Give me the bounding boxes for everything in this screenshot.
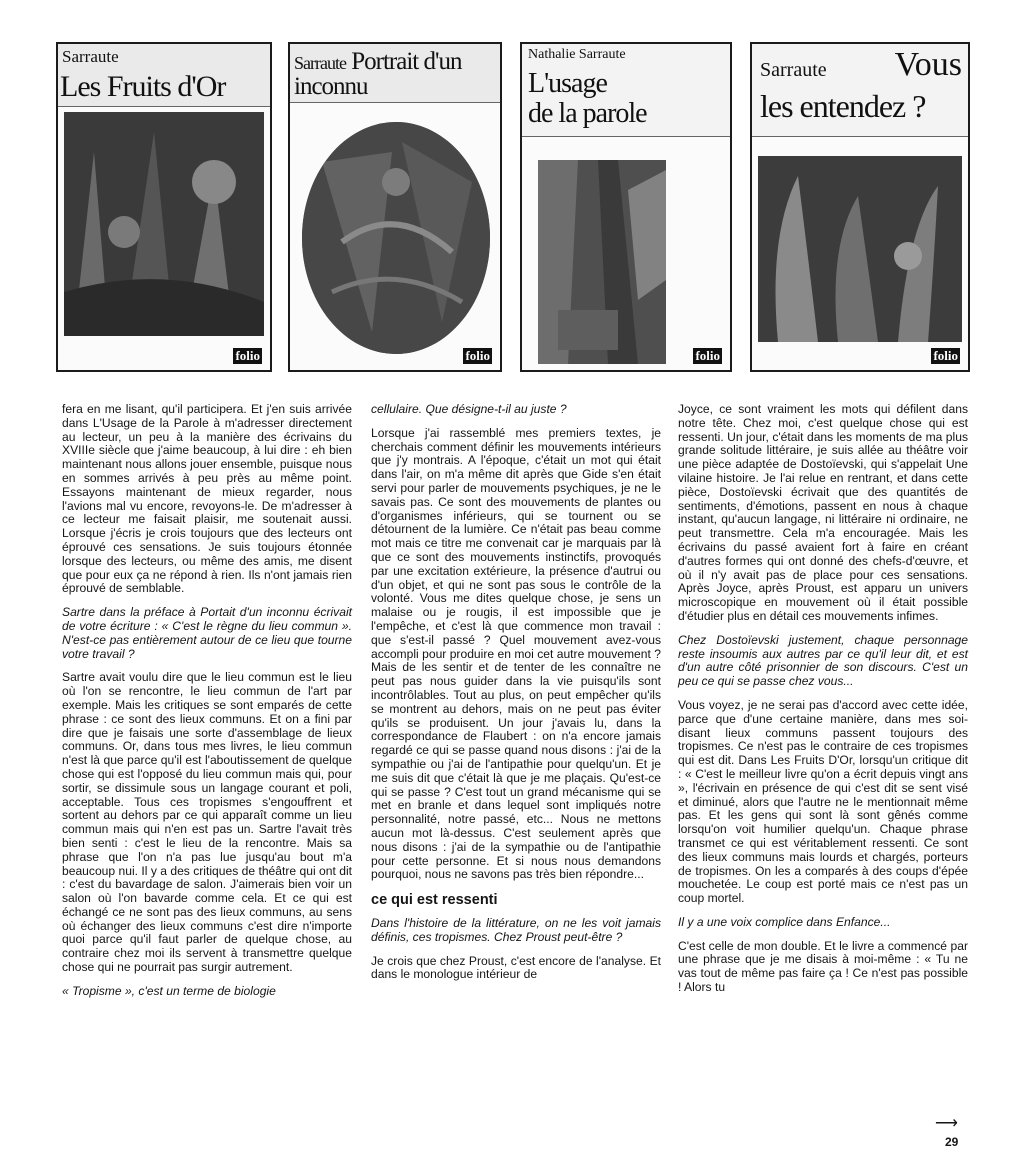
text-column-2 xyxy=(371,403,661,992)
body-paragraph: Vous voyez, je ne serai pas d'accord avec cette idée, parce que d'une certaine manière, dans mes soi-disant lieux communs passent toujours des tropismes. Ce n'est pas le contraire de ces tropismes qui est dit. Dans Les Fruits D'Or, lorsqu'un critique dit : « C'est le meilleur livre qu'on a écrit depuis vingt ans », l'écrivain en présence de qui c'est dit se sent visé et diminué, alors que l'autre ne le mentionnait même pas. Et les gens qui sont là sont gênés comme lorsqu'on voit humilier quelqu'un. Chaque phrase transmet ce qui est véritablement ressenti. Ce sont des lieux communs mais lourds et chargés, porteurs de tropismes. On les a comparés à des coups d'épée mouchetée. Le coup est porté mais ce n'est pas un coup mortel. xyxy=(678,697,968,906)
cover-author: Sarraute xyxy=(62,47,119,66)
cover-title: Les Fruits d'Or xyxy=(60,70,226,103)
cover-title-line-2: les entendez ? xyxy=(760,88,926,124)
cover-author: Sarraute xyxy=(760,59,827,81)
question: « Tropisme », c'est un terme de biologie xyxy=(62,983,276,998)
text-column-3 xyxy=(678,403,968,1005)
cover-artwork xyxy=(64,112,264,336)
body-paragraph: C'est celle de mon double. Et le livre a commencé par une phrase que je me disais à moi-même : « Tu ne vas tout de même pas faire ça ! Ce n'est pas possible ! Alors tu xyxy=(678,938,968,995)
body-paragraph: fera en me lisant, qu'il participera. Et j'en suis arrivée dans L'Usage de la Parole à m'adresser directement au lecteur, un peu à la manière des écrivains du XVIIIe siècle que j'aime beaucoup, à lui dire : eh bien maintenant nous allons jouer ensemble, puisque nous en sommes arrivés à peu près au même point. Essayons maintenant de mieux regarder, nous l'avions mal vu encore, revoyons-le. De m'adresser à ce lecteur me faisait plaisir, me soutenait aussi. Lorsque j'écris je crois toujours que des lecteurs ont éprouvé ces sensations. Je suis toujours étonnée lorsque des lecteurs, ou même des amis, me disent que pour eux ça ne répond à rien. Ils n'ont jamais rien éprouvé de semblable. xyxy=(62,402,352,596)
question: Dans l'histoire de la littérature, on ne les voit jamais définis, ces tropismes. Chez Proust peut-être ? xyxy=(371,916,661,944)
cover-author: Nathalie Sarraute xyxy=(528,47,626,62)
publisher-logo: folio xyxy=(933,348,958,363)
cover-artwork xyxy=(302,122,490,354)
body-paragraph: Lorsque j'ai rassemblé mes premiers textes, je cherchais comment définir les mouvements intérieurs que j'y montrais. A l'époque, c'était un mot qui était dans l'air, on m'a même dit après que Gide s'en était servi pour parler de mouvements psychiques, je ne le savais pas. Ce sont des mouvements de plantes ou d'organismes inférieurs, qui se tournent ou se détournent de la lumière. Ce n'était pas beau comme mot mais ce titre me convenait car je marquais par là que ce sont des mouvements instinctifs, provoqués par une excitation extérieure, la présence d'autrui ou d'un objet, et qui ne sont pas sous le contrôle de la volonté. Vous me dites quelque chose, je sens un malaise ou je rougis, il est impossible que je l'empêche, et c'est là que commence mon travail : que s'est-il passé ? Quel mouvement avez-vous accompli pour produire en moi cet autre mouvement ? Mais de les sentir et de tenter de les connaître ne peut pas nous guider dans la vie puisqu'ils sont incontrôlables. Tout au plus, on peut empêcher qu'ils se montrent au dehors, mais on ne peut pas éviter qu'ils se produisent. Un jour j'avais lu, dans la correspondance de Flaubert : on n'a encore jamais regardé ce qui se passe quand nous disons : j'ai de la sympathie ou j'ai de l'antipathie pour quelqu'un. Et je me suis dit que c'était là que je me plaçais. Qu'est-ce qui se passe ? C'est tout un grand mécanisme qui se met en branle et dans lequel sont impliqués notre personnalité, notre passé, etc... Nous ne mettons aucun mot là-dessus. C'est seulement après que nous disons : j'ai de la sympathie ou de l'antipathie pour cette personne. Et si nous nous demandons pourquoi, nous ne savons pas très bien répondre... xyxy=(371,425,661,882)
question: Sartre dans la préface à Portait d'un inconnu écrivait de votre écriture : « C'est le règne du lieu commun ». N'est-ce pas entièrement autour de ce lieu que tourne votre travail ? xyxy=(62,605,352,661)
cover-vous-les-entendez xyxy=(750,42,970,372)
cover-portrait-dun-inconnu xyxy=(288,42,502,372)
book-covers xyxy=(56,42,970,372)
cover-title: Sarraute Portrait d'un inconnu xyxy=(294,48,462,100)
cover-artwork xyxy=(538,160,666,364)
publisher-logo: folio xyxy=(695,348,720,363)
text-column-1 xyxy=(62,403,352,1009)
question: Il y a une voix complice dans Enfance... xyxy=(678,914,891,929)
page-number: 29 xyxy=(945,1135,959,1149)
cover-artwork xyxy=(758,156,962,342)
body-paragraph: Joyce, ce sont vraiment les mots qui défilent dans notre tête. Chez moi, c'est quelque chose qui est ressenti. Un jour, c'était dans les moments de ma plus grande solitude littéraire, je suis allée au théâtre voir une pièce adaptée de Dostoïevski, qui s'appelait Une vilaine histoire. Je l'ai relue en rentrant, et dans cette pièce, Dostoïevski écrivait que des quantités de sentiments, d'émotions, passent en nous à chaque instant, qu'aucun langage, ni littéraire ni ordinaire, ne peut transmettre. Cela m'a encouragée. Mais les écrivains du passé avaient fort à faire en créant d'autres formes qui ont donné des chefs-d'œuvre, et où il n'y avait pas de place pour ces sensations. Après Joyce, après Proust, est apparu un univers microscopique en mouvement où il était possible d'étudier plus en détail ces mouvements infimes. xyxy=(678,402,968,623)
question: cellulaire. Que désigne-t-il au juste ? xyxy=(371,402,567,416)
section-heading: ce qui est ressenti xyxy=(371,892,498,909)
cover-author: Sarraute xyxy=(294,53,346,73)
body-paragraph: Sartre avait voulu dire que le lieu commun est le lieu où l'on se rencontre, le lieu commun de l'art par exemple. Mais les critiques se sont emparés de cette phrase : ce sont des lieux communs. Et on a fini par dire que je faisais une sorte d'assemblage de lieux communs. Or, dans tous mes livres, le lieu commun n'est là que parce qu'il est l'aboutissement de quelque chose qui est l'opposé du lieu commun mais qui, pour sortir, se dissimule sous un langage courant et poli, acceptable. Tous ces tropismes s'engouffrent et sortent au dehors par ce qui apparaît comme un lieu commun mais qui n'en est pas un. Sartre l'avait très bien senti : c'est le lieu de la rencontre. Mais sa phrase que l'on n'a pas lue jusqu'au bout m'a beaucoup nui. Il y a des critiques de théâtre qui ont dit : c'est du bavardage de salon. J'aimerais bien voir un salon où l'on bavarde comme cela. Et ce qui est échangé ce ne sont pas des lieux communs, au sens où échanger des lieux communs c'est dire n'importe quoi parce qu'il faut parler de quelque chose, au contraire chez moi ils servent à transmettre quelque chose qui ne pourrait pas surgir autrement. xyxy=(62,670,352,975)
cover-title-line-1: Vous xyxy=(894,46,962,83)
continue-arrow-icon: ⟶ xyxy=(935,1115,958,1132)
body-paragraph: Je crois que chez Proust, c'est encore de l'analyse. Et dans le monologue intérieur de xyxy=(371,953,661,982)
cover-title-line-2: de la parole xyxy=(528,98,647,129)
question: Chez Dostoïevski justement, chaque personnage reste insoumis aux autres par ce qu'il leur dit, et est d'un autre côté prisonnier de son discours. C'est un peu ce qui se passe chez vous... xyxy=(678,632,968,689)
cover-les-fruits-dor xyxy=(56,42,272,372)
cover-title-line-1: L'usage xyxy=(528,68,607,99)
cover-lusage-de-la-parole xyxy=(520,42,732,372)
publisher-logo: folio xyxy=(465,348,490,363)
publisher-logo: folio xyxy=(235,348,260,363)
